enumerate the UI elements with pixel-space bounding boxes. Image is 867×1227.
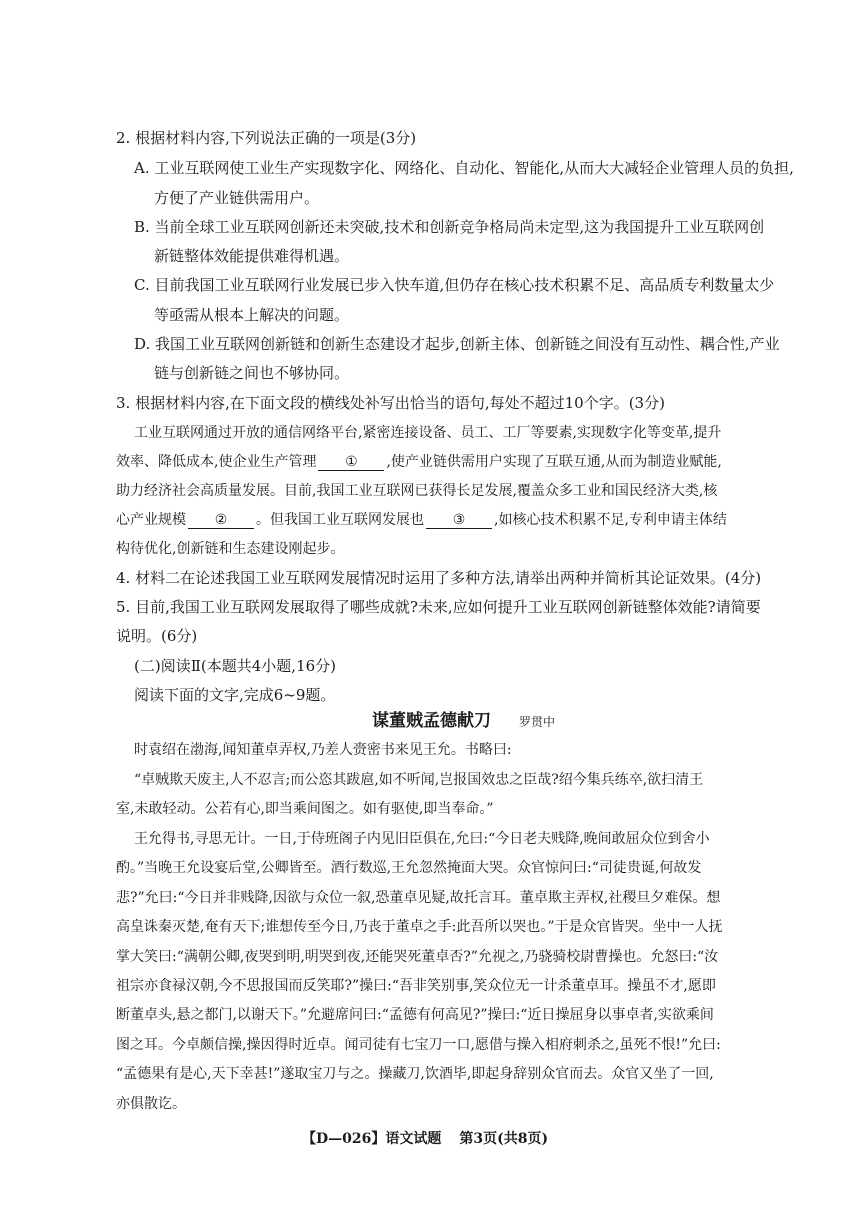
passage-line: 掌大笑曰:“满朝公卿,夜哭到明,明哭到夜,还能哭死董卓否?”允视之,乃骁骑校尉曹操也。允怒曰:“汝: [116, 949, 719, 965]
section-heading: (二)阅读Ⅱ(本题共4小题,16分): [134, 657, 337, 675]
question-3-passage-line-2: [116, 452, 722, 472]
question-3-passage-line-3: 助力经济社会高质量发展。目前,我国工业互联网已获得长足发展,覆盖众多工业和国民经济大类,核: [116, 483, 718, 499]
question-3-text: 心产业规模: [116, 512, 186, 528]
page-footer: [302, 1129, 548, 1149]
question-2-option-d-cont: 链与创新链之间也不够协同。: [154, 364, 350, 382]
passage-line: 酌。”当晚王允设宴后堂,公卿皆至。酒行数巡,王允忽然掩面大哭。众官惊问曰:“司徒贵诞,何故发: [116, 860, 702, 876]
passage-title: 谋董贼孟德献刀: [372, 711, 491, 731]
question-3-text: 。但我国工业互联网发展也: [256, 512, 424, 528]
question-2-stem: 2. 根据材料内容,下列说法正确的一项是(3分): [116, 129, 417, 147]
question-3-text: ,如核心技术积累不足,专利申请主体结: [494, 512, 727, 528]
passage-line: “孟德果有是心,天下幸甚!”遂取宝刀与之。操藏刀,饮酒毕,即起身辞别众官而去。众官又坐了一回,: [116, 1066, 714, 1082]
question-3-passage-line-1: 工业互联网通过开放的通信网络平台,紧密连接设备、员工、工厂等要素,实现数字化等变革,提升: [134, 425, 722, 441]
question-2-option-d: D. 我国工业互联网创新链和创新生态建设才起步,创新主体、创新链之间没有互动性、耦合性,产业: [134, 335, 780, 353]
passage-line: 王允得书,寻思无计。一日,于侍班阁子内见旧臣俱在,允曰:“今日老夫贱降,晚间敢屈众位到舍小: [134, 831, 710, 847]
question-5-cont: 说明。(6分): [116, 627, 198, 645]
question-3-passage-line-5: 构待优化,创新链和生态建设刚起步。: [116, 541, 345, 557]
passage-line: “卓贼欺天废主,人不忍言;而公恣其跋扈,如不听闻,岂报国效忠之臣哉?绍今集兵练卒,欲扫清王: [134, 772, 704, 788]
question-4: 4. 材料二在论述我国工业互联网发展情况时运用了多种方法,请举出两种并简析其论证效果。(4分): [116, 569, 762, 587]
question-3-text: ,使产业链供需用户实现了互联互通,从而为制造业赋能,: [386, 454, 722, 470]
question-2-option-a-cont: 方便了产业链供需用户。: [154, 189, 320, 207]
passage-line: 祖宗亦食禄汉朝,今不思报国而反笑耶?”操曰:“吾非笑别事,笑众位无一计杀董卓耳。操虽不才,愿即: [116, 978, 716, 994]
passage-line: 悲?”允曰:“今日并非贱降,因欲与众位一叙,恐董卓见疑,故托言耳。董卓欺主弄权,社稷旦夕难保。想: [116, 890, 721, 906]
question-5: 5. 目前,我国工业互联网发展取得了哪些成就?未来,应如何提升工业互联网创新链整体效能?请简要: [116, 598, 761, 616]
question-3-passage-line-4: [116, 510, 727, 530]
passage-line: 高皇诛秦灭楚,奄有天下;谁想传至今日,乃丧于董卓之手:此吾所以哭也。”于是众官皆哭。坐中一人抚: [116, 919, 723, 935]
question-2-option-a: A. 工业互联网使工业生产实现数字化、网络化、自动化、智能化,从而大大减轻企业管理人员的负担,: [134, 159, 794, 177]
passage-line: 时袁绍在渤海,闻知董卓弄权,乃差人赍密书来见王允。书略曰:: [134, 742, 512, 758]
question-3-stem: 3. 根据材料内容,在下面文段的横线处补写出恰当的语句,每处不超过10个字。(3分): [116, 394, 665, 412]
page-number: 第3页(共8页): [459, 1131, 549, 1147]
passage-line: 室,未敢轻动。公若有心,即当乘间图之。如有驱使,即当奉命。”: [116, 801, 494, 817]
exam-code: 【D—026】语文试题: [302, 1131, 442, 1147]
question-2-option-c-cont: 等亟需从根本上解决的问题。: [154, 306, 350, 324]
section-instruction: 阅读下面的文字,完成6~9题。: [134, 686, 336, 704]
passage-line: 亦俱散讫。: [116, 1096, 186, 1112]
passage-line: 图之耳。今卓颇信操,操因得时近卓。闻司徒有七宝刀一口,愿借与操入相府刺杀之,虽死不恨!”允曰:: [116, 1037, 721, 1053]
passage-author: 罗贯中: [519, 715, 556, 729]
fill-blank-1: ①: [318, 454, 384, 471]
question-2-option-b: B. 当前全球工业互联网创新还未突破,技术和创新竞争格局尚未定型,这为我国提升工业互联网创: [134, 218, 765, 236]
passage-line: 断董卓头,悬之都门,以谢天下。”允避席问曰:“孟德有何高见?”操曰:“近日操屈身以事卓者,实欲乘间: [116, 1007, 714, 1023]
fill-blank-3: ③: [426, 512, 492, 529]
question-3-text: 效率、降低成本,使企业生产管理: [116, 454, 317, 470]
question-2-option-b-cont: 新链整体效能提供难得机遇。: [154, 247, 350, 265]
fill-blank-2: ②: [188, 512, 254, 529]
question-2-option-c: C. 目前我国工业互联网行业发展已步入快车道,但仍存在核心技术积累不足、高品质专利数量太少: [134, 276, 775, 294]
passage-title-row: [372, 711, 555, 732]
